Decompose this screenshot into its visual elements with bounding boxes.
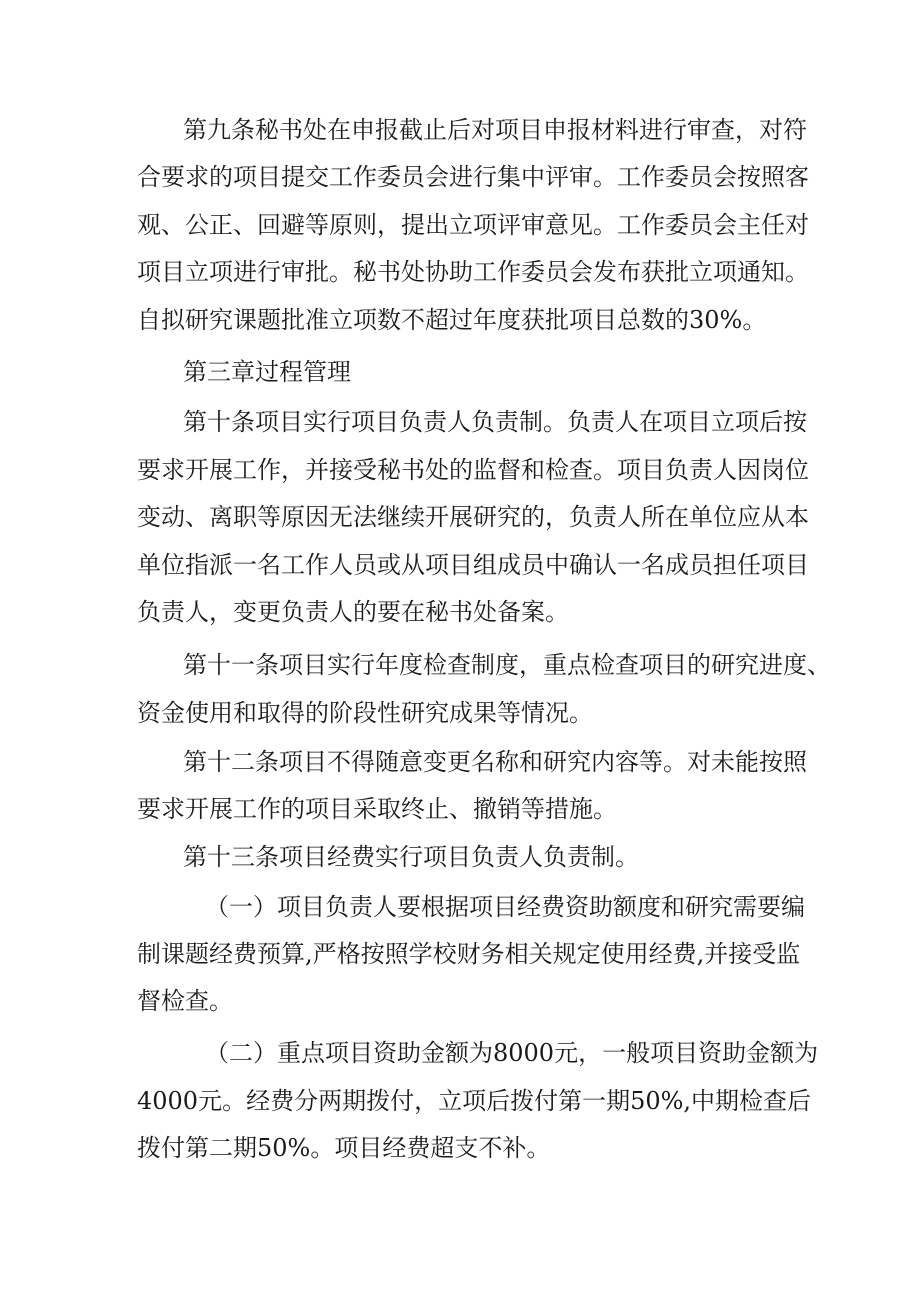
article-10-line-3: 变动、离职等原因无法继续开展研究的，负责人所在单位应从本 xyxy=(137,503,809,531)
article-9-line-2: 合要求的项目提交工作委员会进行集中评审。工作委员会按照客 xyxy=(137,163,809,191)
article-9-line-3: 观、公正、回避等原则，提出立项评审意见。工作委员会主任对 xyxy=(137,211,809,239)
article-12-line-2: 要求开展工作的项目采取终止、撤销等措施。 xyxy=(137,795,617,823)
chapter-3-heading: 第三章过程管理 xyxy=(183,358,351,386)
article-10-line-4: 单位指派一名工作人员或从项目组成员中确认一名成员担任项目 xyxy=(137,551,809,579)
article-9-line-4: 项目立项进行审批。秘书处协助工作委员会发布获批立项通知。 xyxy=(137,258,809,286)
clause-2-line-3: 拨付第二期50%。项目经费超支不补。 xyxy=(137,1134,551,1162)
clause-1-line-2: 制课题经费预算,严格按照学校财务相关规定使用经费,并接受监 xyxy=(137,940,801,968)
article-9-line-5: 自拟研究课题批准立项数不超过年度获批项目总数的30%。 xyxy=(137,306,767,334)
article-11-line-2: 资金使用和取得的阶段性研究成果等情况。 xyxy=(137,699,593,727)
clause-1-line-1: （一）项目负责人要根据项目经费资助额度和研究需要编 xyxy=(205,893,805,921)
article-10-line-2: 要求开展工作，并接受秘书处的监督和检查。项目负责人因岗位 xyxy=(137,456,809,484)
article-10-line-1: 第十条项目实行项目负责人负责制。负责人在项目立项后按 xyxy=(183,408,807,436)
clause-2-line-2: 4000元。经费分两期拨付，立项后拨付第一期50%,中期检查后 xyxy=(137,1087,812,1115)
clause-1-line-3: 督检查。 xyxy=(137,987,233,1015)
article-10-line-5: 负责人，变更负责人的要在秘书处备案。 xyxy=(137,598,569,626)
article-9-line-1: 第九条秘书处在申报截止后对项目申报材料进行审查，对符 xyxy=(183,116,807,144)
article-11-line-1: 第十一条项目实行年度检查制度，重点检查项目的研究进度、 xyxy=(183,651,831,679)
article-12-line-1: 第十二条项目不得随意变更名称和研究内容等。对未能按照 xyxy=(183,748,807,776)
article-13-line-1: 第十三条项目经费实行项目负责人负责制。 xyxy=(183,843,639,871)
clause-2-line-1: （二）重点项目资助金额为8000元，一般项目资助金额为 xyxy=(205,1039,819,1067)
